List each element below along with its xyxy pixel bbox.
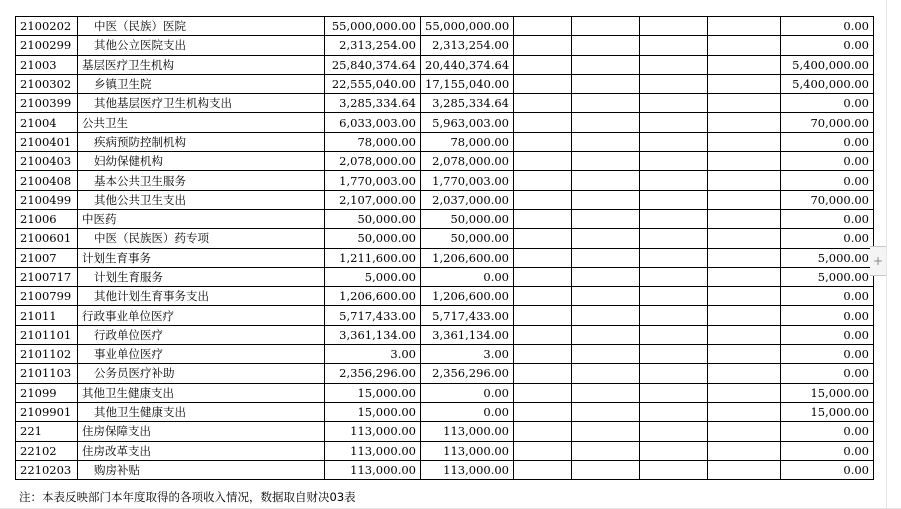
total-amount-cell[interactable]: 55,000,000.00 bbox=[325, 17, 421, 36]
subject-name-cell[interactable]: 其他公共卫生支出 bbox=[78, 190, 325, 209]
empty-cell[interactable] bbox=[572, 74, 640, 93]
empty-cell[interactable] bbox=[708, 422, 781, 441]
empty-cell[interactable] bbox=[640, 17, 708, 36]
empty-cell[interactable] bbox=[514, 345, 572, 364]
table-row bbox=[16, 36, 874, 55]
table-row bbox=[16, 190, 874, 209]
empty-cell[interactable] bbox=[640, 441, 708, 460]
total-amount-cell[interactable]: 2,078,000.00 bbox=[325, 152, 421, 171]
fiscal-allocation-cell[interactable]: 55,000,000.00 bbox=[421, 17, 514, 36]
empty-cell[interactable] bbox=[640, 190, 708, 209]
total-amount-cell[interactable]: 1,211,600.00 bbox=[325, 248, 421, 267]
other-income-cell[interactable]: 0.00 bbox=[781, 460, 874, 479]
other-income-cell[interactable]: 0.00 bbox=[781, 171, 874, 190]
subject-code-cell[interactable]: 2101102 bbox=[16, 345, 78, 364]
subject-code-cell[interactable]: 2100717 bbox=[16, 267, 78, 286]
subject-code-cell[interactable]: 22102 bbox=[16, 441, 78, 460]
empty-cell[interactable] bbox=[708, 325, 781, 344]
subject-name-cell[interactable]: 中医（民族医）药专项 bbox=[78, 229, 325, 248]
empty-cell[interactable] bbox=[640, 248, 708, 267]
empty-cell[interactable] bbox=[572, 209, 640, 228]
empty-cell[interactable] bbox=[514, 36, 572, 55]
subject-code-cell[interactable]: 2101101 bbox=[16, 325, 78, 344]
table-row bbox=[16, 364, 874, 383]
subject-code-cell[interactable]: 2100399 bbox=[16, 94, 78, 113]
total-amount-cell[interactable]: 3,285,334.64 bbox=[325, 94, 421, 113]
subject-code-cell[interactable]: 2100401 bbox=[16, 132, 78, 151]
subject-name-cell[interactable]: 疾病预防控制机构 bbox=[78, 132, 325, 151]
table-row bbox=[16, 460, 874, 479]
empty-cell[interactable] bbox=[640, 94, 708, 113]
subject-code-cell[interactable]: 2100302 bbox=[16, 74, 78, 93]
fiscal-allocation-cell[interactable]: 2,356,296.00 bbox=[421, 364, 514, 383]
empty-cell[interactable] bbox=[514, 383, 572, 402]
empty-cell[interactable] bbox=[708, 190, 781, 209]
other-income-cell[interactable]: 0.00 bbox=[781, 36, 874, 55]
empty-cell[interactable] bbox=[640, 74, 708, 93]
empty-cell[interactable] bbox=[514, 267, 572, 286]
table-row bbox=[16, 132, 874, 151]
total-amount-cell[interactable]: 5,000.00 bbox=[325, 267, 421, 286]
subject-code-cell[interactable]: 2100299 bbox=[16, 36, 78, 55]
table-row bbox=[16, 345, 874, 364]
empty-cell[interactable] bbox=[640, 267, 708, 286]
empty-cell[interactable] bbox=[640, 229, 708, 248]
fiscal-allocation-cell[interactable]: 3,285,334.64 bbox=[421, 94, 514, 113]
other-income-cell[interactable]: 0.00 bbox=[781, 94, 874, 113]
empty-cell[interactable] bbox=[708, 171, 781, 190]
empty-cell[interactable] bbox=[640, 287, 708, 306]
empty-cell[interactable] bbox=[572, 364, 640, 383]
table-row bbox=[16, 94, 874, 113]
subject-name-cell[interactable]: 其他公立医院支出 bbox=[78, 36, 325, 55]
total-amount-cell[interactable]: 25,840,374.64 bbox=[325, 55, 421, 74]
fiscal-allocation-cell[interactable]: 0.00 bbox=[421, 402, 514, 421]
empty-cell[interactable] bbox=[572, 402, 640, 421]
empty-cell[interactable] bbox=[572, 248, 640, 267]
fiscal-allocation-cell[interactable]: 20,440,374.64 bbox=[421, 55, 514, 74]
empty-cell[interactable] bbox=[640, 152, 708, 171]
fiscal-allocation-cell[interactable]: 3.00 bbox=[421, 345, 514, 364]
subject-code-cell[interactable]: 21011 bbox=[16, 306, 78, 325]
empty-cell[interactable] bbox=[640, 383, 708, 402]
fiscal-allocation-cell[interactable]: 0.00 bbox=[421, 383, 514, 402]
total-amount-cell[interactable]: 5,717,433.00 bbox=[325, 306, 421, 325]
subject-name-cell[interactable]: 住房保障支出 bbox=[78, 422, 325, 441]
other-income-cell[interactable]: 15,000.00 bbox=[781, 402, 874, 421]
empty-cell[interactable] bbox=[572, 55, 640, 74]
empty-cell[interactable] bbox=[708, 441, 781, 460]
other-income-cell[interactable]: 5,000.00 bbox=[781, 267, 874, 286]
subject-name-cell[interactable]: 住房改革支出 bbox=[78, 441, 325, 460]
empty-cell[interactable] bbox=[572, 152, 640, 171]
empty-cell[interactable] bbox=[514, 325, 572, 344]
empty-cell[interactable] bbox=[572, 345, 640, 364]
empty-cell[interactable] bbox=[514, 17, 572, 36]
empty-cell[interactable] bbox=[708, 94, 781, 113]
subject-name-cell[interactable]: 行政事业单位医疗 bbox=[78, 306, 325, 325]
fiscal-allocation-cell[interactable]: 3,361,134.00 bbox=[421, 325, 514, 344]
table-row bbox=[16, 267, 874, 286]
empty-cell[interactable] bbox=[572, 190, 640, 209]
subject-code-cell[interactable]: 2101103 bbox=[16, 364, 78, 383]
empty-cell[interactable] bbox=[572, 267, 640, 286]
other-income-cell[interactable]: 0.00 bbox=[781, 364, 874, 383]
empty-cell[interactable] bbox=[514, 74, 572, 93]
subject-name-cell[interactable]: 其他卫生健康支出 bbox=[78, 383, 325, 402]
empty-cell[interactable] bbox=[514, 171, 572, 190]
subject-code-cell[interactable]: 2100799 bbox=[16, 287, 78, 306]
total-amount-cell[interactable]: 113,000.00 bbox=[325, 422, 421, 441]
empty-cell[interactable] bbox=[708, 383, 781, 402]
subject-code-cell[interactable]: 2210203 bbox=[16, 460, 78, 479]
fiscal-allocation-cell[interactable]: 113,000.00 bbox=[421, 441, 514, 460]
empty-cell[interactable] bbox=[572, 36, 640, 55]
subject-name-cell[interactable]: 其他卫生健康支出 bbox=[78, 402, 325, 421]
empty-cell[interactable] bbox=[708, 229, 781, 248]
fiscal-allocation-cell[interactable]: 113,000.00 bbox=[421, 422, 514, 441]
other-income-cell[interactable]: 5,000.00 bbox=[781, 248, 874, 267]
empty-cell[interactable] bbox=[640, 422, 708, 441]
empty-cell[interactable] bbox=[640, 364, 708, 383]
empty-cell[interactable] bbox=[572, 383, 640, 402]
subject-code-cell[interactable]: 21006 bbox=[16, 209, 78, 228]
total-amount-cell[interactable]: 2,107,000.00 bbox=[325, 190, 421, 209]
subject-code-cell[interactable]: 21099 bbox=[16, 383, 78, 402]
fiscal-allocation-cell[interactable]: 1,206,600.00 bbox=[421, 287, 514, 306]
empty-cell[interactable] bbox=[572, 287, 640, 306]
empty-cell[interactable] bbox=[572, 441, 640, 460]
subject-name-cell[interactable]: 购房补贴 bbox=[78, 460, 325, 479]
subject-code-cell[interactable]: 21003 bbox=[16, 55, 78, 74]
empty-cell[interactable] bbox=[514, 55, 572, 74]
other-income-cell[interactable]: 0.00 bbox=[781, 422, 874, 441]
other-income-cell[interactable]: 0.00 bbox=[781, 209, 874, 228]
subject-code-cell[interactable]: 2100403 bbox=[16, 152, 78, 171]
empty-cell[interactable] bbox=[514, 132, 572, 151]
table-row bbox=[16, 287, 874, 306]
other-income-cell[interactable]: 0.00 bbox=[781, 441, 874, 460]
empty-cell[interactable] bbox=[708, 248, 781, 267]
fiscal-allocation-cell[interactable]: 2,037,000.00 bbox=[421, 190, 514, 209]
empty-cell[interactable] bbox=[572, 113, 640, 132]
table-row bbox=[16, 441, 874, 460]
other-income-cell[interactable]: 0.00 bbox=[781, 229, 874, 248]
subject-name-cell[interactable]: 行政单位医疗 bbox=[78, 325, 325, 344]
total-amount-cell[interactable]: 113,000.00 bbox=[325, 460, 421, 479]
empty-cell[interactable] bbox=[514, 248, 572, 267]
income-table-sheet bbox=[15, 16, 870, 480]
empty-cell[interactable] bbox=[640, 55, 708, 74]
subject-name-cell[interactable]: 公务员医疗补助 bbox=[78, 364, 325, 383]
other-income-cell[interactable]: 70,000.00 bbox=[781, 190, 874, 209]
subject-code-cell[interactable]: 2100601 bbox=[16, 229, 78, 248]
other-income-cell[interactable]: 0.00 bbox=[781, 132, 874, 151]
empty-cell[interactable] bbox=[640, 402, 708, 421]
fiscal-allocation-cell[interactable]: 2,313,254.00 bbox=[421, 36, 514, 55]
empty-cell[interactable] bbox=[572, 422, 640, 441]
fiscal-allocation-cell[interactable]: 1,206,600.00 bbox=[421, 248, 514, 267]
table-row bbox=[16, 383, 874, 402]
empty-cell[interactable] bbox=[514, 422, 572, 441]
subject-name-cell[interactable]: 妇幼保健机构 bbox=[78, 152, 325, 171]
fiscal-allocation-cell[interactable]: 17,155,040.00 bbox=[421, 74, 514, 93]
subject-code-cell[interactable]: 2100408 bbox=[16, 171, 78, 190]
subject-code-cell[interactable]: 2109901 bbox=[16, 402, 78, 421]
other-income-cell[interactable]: 5,400,000.00 bbox=[781, 74, 874, 93]
total-amount-cell[interactable]: 2,356,296.00 bbox=[325, 364, 421, 383]
subject-code-cell[interactable]: 21004 bbox=[16, 113, 78, 132]
fiscal-allocation-cell[interactable]: 1,770,003.00 bbox=[421, 171, 514, 190]
table-row bbox=[16, 229, 874, 248]
subject-name-cell[interactable]: 其他基层医疗卫生机构支出 bbox=[78, 94, 325, 113]
empty-cell[interactable] bbox=[708, 132, 781, 151]
table-row bbox=[16, 55, 874, 74]
empty-cell[interactable] bbox=[640, 209, 708, 228]
subject-name-cell[interactable]: 事业单位医疗 bbox=[78, 345, 325, 364]
subject-code-cell[interactable]: 2100499 bbox=[16, 190, 78, 209]
table-row bbox=[16, 306, 874, 325]
empty-cell[interactable] bbox=[708, 287, 781, 306]
other-income-cell[interactable]: 0.00 bbox=[781, 306, 874, 325]
table-row bbox=[16, 17, 874, 36]
empty-cell[interactable] bbox=[708, 74, 781, 93]
empty-cell[interactable] bbox=[708, 209, 781, 228]
fiscal-allocation-cell[interactable]: 0.00 bbox=[421, 267, 514, 286]
subject-name-cell[interactable]: 中医药 bbox=[78, 209, 325, 228]
empty-cell[interactable] bbox=[640, 306, 708, 325]
table-row bbox=[16, 209, 874, 228]
empty-cell[interactable] bbox=[572, 325, 640, 344]
total-amount-cell[interactable]: 78,000.00 bbox=[325, 132, 421, 151]
subject-name-cell[interactable]: 计划生育服务 bbox=[78, 267, 325, 286]
total-amount-cell[interactable]: 113,000.00 bbox=[325, 441, 421, 460]
empty-cell[interactable] bbox=[640, 36, 708, 55]
empty-cell[interactable] bbox=[514, 287, 572, 306]
total-amount-cell[interactable]: 1,206,600.00 bbox=[325, 287, 421, 306]
total-amount-cell[interactable]: 1,770,003.00 bbox=[325, 171, 421, 190]
subject-name-cell[interactable]: 计划生育事务 bbox=[78, 248, 325, 267]
empty-cell[interactable] bbox=[708, 36, 781, 55]
empty-cell[interactable] bbox=[514, 152, 572, 171]
table-row bbox=[16, 325, 874, 344]
empty-cell[interactable] bbox=[572, 17, 640, 36]
empty-cell[interactable] bbox=[514, 402, 572, 421]
total-amount-cell[interactable]: 3.00 bbox=[325, 345, 421, 364]
empty-cell[interactable] bbox=[514, 190, 572, 209]
fiscal-allocation-cell[interactable]: 78,000.00 bbox=[421, 132, 514, 151]
fiscal-allocation-cell[interactable]: 2,078,000.00 bbox=[421, 152, 514, 171]
empty-cell[interactable] bbox=[640, 171, 708, 190]
empty-cell[interactable] bbox=[572, 306, 640, 325]
subject-name-cell[interactable]: 基本公共卫生服务 bbox=[78, 171, 325, 190]
table-footnote: 注：本表反映部门本年度取得的各项收入情况，数据取自财决03表 bbox=[19, 490, 356, 504]
other-income-cell[interactable]: 5,400,000.00 bbox=[781, 55, 874, 74]
fiscal-allocation-cell[interactable]: 50,000.00 bbox=[421, 209, 514, 228]
income-table bbox=[15, 16, 874, 480]
empty-cell[interactable] bbox=[640, 113, 708, 132]
total-amount-cell[interactable]: 2,313,254.00 bbox=[325, 36, 421, 55]
fiscal-allocation-cell[interactable]: 50,000.00 bbox=[421, 229, 514, 248]
total-amount-cell[interactable]: 50,000.00 bbox=[325, 229, 421, 248]
table-row bbox=[16, 152, 874, 171]
subject-name-cell[interactable]: 乡镇卫生院 bbox=[78, 74, 325, 93]
other-income-cell[interactable]: 0.00 bbox=[781, 287, 874, 306]
table-body bbox=[16, 17, 874, 480]
empty-cell[interactable] bbox=[640, 460, 708, 479]
other-income-cell[interactable]: 15,000.00 bbox=[781, 383, 874, 402]
fiscal-allocation-cell[interactable]: 5,963,003.00 bbox=[421, 113, 514, 132]
total-amount-cell[interactable]: 15,000.00 bbox=[325, 402, 421, 421]
total-amount-cell[interactable]: 6,033,003.00 bbox=[325, 113, 421, 132]
table-row bbox=[16, 402, 874, 421]
empty-cell[interactable] bbox=[708, 306, 781, 325]
empty-cell[interactable] bbox=[640, 345, 708, 364]
total-amount-cell[interactable]: 22,555,040.00 bbox=[325, 74, 421, 93]
empty-cell[interactable] bbox=[708, 267, 781, 286]
empty-cell[interactable] bbox=[514, 441, 572, 460]
empty-cell[interactable] bbox=[640, 325, 708, 344]
fiscal-allocation-cell[interactable]: 113,000.00 bbox=[421, 460, 514, 479]
empty-cell[interactable] bbox=[708, 460, 781, 479]
subject-name-cell[interactable]: 公共卫生 bbox=[78, 113, 325, 132]
empty-cell[interactable] bbox=[514, 113, 572, 132]
empty-cell[interactable] bbox=[708, 55, 781, 74]
other-income-cell[interactable]: 0.00 bbox=[781, 325, 874, 344]
table-row bbox=[16, 171, 874, 190]
empty-cell[interactable] bbox=[514, 364, 572, 383]
fiscal-allocation-cell[interactable]: 5,717,433.00 bbox=[421, 306, 514, 325]
empty-cell[interactable] bbox=[708, 345, 781, 364]
empty-cell[interactable] bbox=[572, 132, 640, 151]
other-income-cell[interactable]: 0.00 bbox=[781, 345, 874, 364]
empty-cell[interactable] bbox=[514, 229, 572, 248]
other-income-cell[interactable]: 0.00 bbox=[781, 152, 874, 171]
empty-cell[interactable] bbox=[572, 460, 640, 479]
table-row bbox=[16, 422, 874, 441]
empty-cell[interactable] bbox=[572, 94, 640, 113]
subject-code-cell[interactable]: 2100202 bbox=[16, 17, 78, 36]
empty-cell[interactable] bbox=[708, 17, 781, 36]
page-edge-divider bbox=[886, 0, 887, 509]
subject-name-cell[interactable]: 其他计划生育事务支出 bbox=[78, 287, 325, 306]
empty-cell[interactable] bbox=[572, 229, 640, 248]
other-income-cell[interactable]: 0.00 bbox=[781, 17, 874, 36]
total-amount-cell[interactable]: 50,000.00 bbox=[325, 209, 421, 228]
empty-cell[interactable] bbox=[572, 171, 640, 190]
empty-cell[interactable] bbox=[514, 209, 572, 228]
total-amount-cell[interactable]: 3,361,134.00 bbox=[325, 325, 421, 344]
table-row bbox=[16, 248, 874, 267]
empty-cell[interactable] bbox=[708, 152, 781, 171]
empty-cell[interactable] bbox=[514, 94, 572, 113]
subject-name-cell[interactable]: 基层医疗卫生机构 bbox=[78, 55, 325, 74]
empty-cell[interactable] bbox=[708, 364, 781, 383]
empty-cell[interactable] bbox=[708, 113, 781, 132]
subject-code-cell[interactable]: 221 bbox=[16, 422, 78, 441]
other-income-cell[interactable]: 70,000.00 bbox=[781, 113, 874, 132]
table-row bbox=[16, 113, 874, 132]
subject-code-cell[interactable]: 21007 bbox=[16, 248, 78, 267]
empty-cell[interactable] bbox=[708, 402, 781, 421]
subject-name-cell[interactable]: 中医（民族）医院 bbox=[78, 17, 325, 36]
table-row bbox=[16, 74, 874, 93]
empty-cell[interactable] bbox=[514, 460, 572, 479]
total-amount-cell[interactable]: 15,000.00 bbox=[325, 383, 421, 402]
empty-cell[interactable] bbox=[640, 132, 708, 151]
empty-cell[interactable] bbox=[514, 306, 572, 325]
add-column-button[interactable]: + bbox=[870, 246, 887, 276]
